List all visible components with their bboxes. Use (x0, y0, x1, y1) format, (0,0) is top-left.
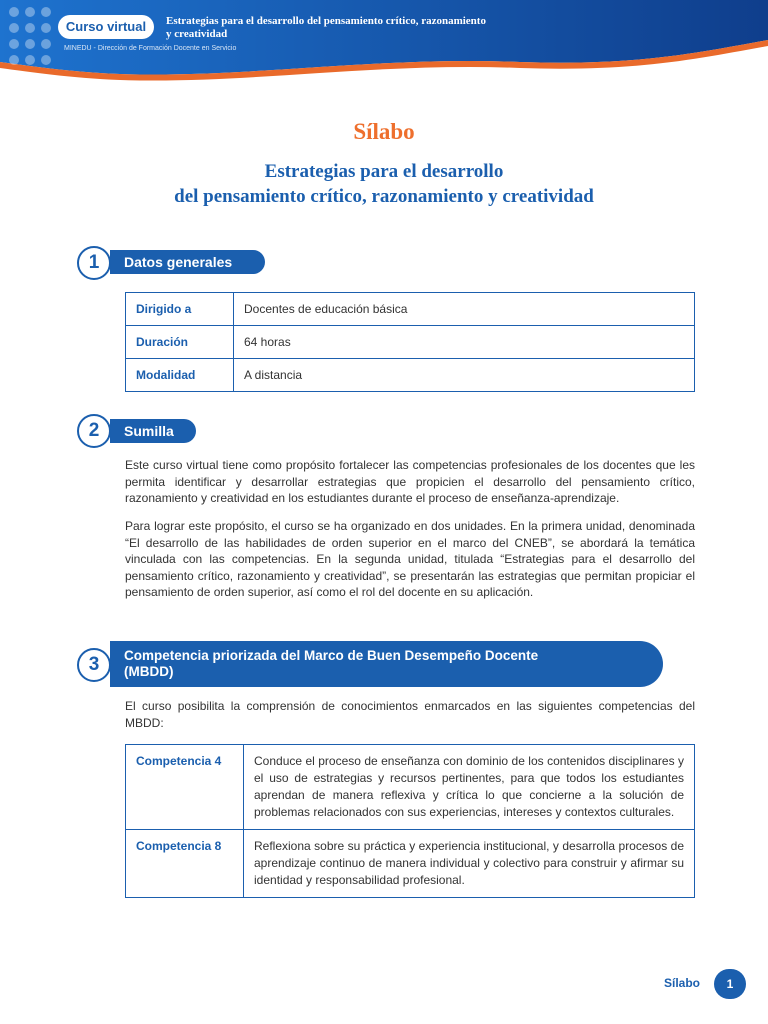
table-row (126, 830, 695, 898)
competency-label: Competencia 8 (126, 830, 244, 898)
header-wave-background (0, 0, 768, 82)
decorative-dots (6, 4, 54, 74)
competency-label: Competencia 4 (126, 745, 244, 830)
competency-description: Conduce el proceso de enseñanza con dominio de los contenidos disciplinares y el uso de estrategias y recursos pertinentes, para que todos los estudiantes aprendan de manera reflexiva y crítica lo que concierne a la solución de problemas relacionados con sus experiencias, intereses y contextos culturales. (244, 745, 695, 830)
course-title-line-1: Estrategias para el desarrollo del pensamiento crítico, razonamiento (166, 15, 486, 27)
document-subtitle (0, 159, 768, 209)
section-2-title: Sumilla (110, 419, 196, 443)
section-1-number: 1 (77, 246, 111, 280)
row-value: A distancia (234, 359, 695, 392)
footer-label: Sílabo (664, 976, 701, 990)
row-label: Modalidad (126, 359, 234, 392)
course-title (166, 15, 506, 41)
row-label: Dirigido a (126, 293, 234, 326)
summary-paragraph-1: Este curso virtual tiene como propósito fortalecer las competencias profesionales de los docentes que les permita identificar y desarrollar estrategias que propicien el desarrollo del pensamiento crítico, razonamiento y creatividad en los estudiantes durante el proceso de enseñanza-aprendizaje. (125, 458, 695, 505)
table-row (126, 293, 695, 326)
competency-description: Reflexiona sobre su práctica y experiencia institucional, y desarrolla procesos de aprendizaje continuo de manera individual y colectivo para construir y afirmar su identidad y responsabilidad profesional. (244, 830, 695, 898)
row-value: Docentes de educación básica (234, 293, 695, 326)
section-3-title (110, 641, 663, 687)
section-3-title-line-2: (MBDD) (124, 664, 174, 679)
section-1-title: Datos generales (110, 250, 265, 274)
competencies-intro: El curso posibilita la comprensión de conocimientos enmarcados en las siguientes competencias del MBDD: (125, 699, 695, 730)
table-row (126, 745, 695, 830)
page-number: 1 (714, 969, 746, 999)
course-type-badge: Curso virtual (58, 15, 154, 39)
row-value: 64 horas (234, 326, 695, 359)
table-row (126, 359, 695, 392)
subtitle-line-2: del pensamiento crítico, razonamiento y creatividad (174, 186, 594, 207)
institution-subheader: MINEDU - Dirección de Formación Docente en Servicio (64, 45, 237, 52)
header-banner (0, 0, 768, 82)
summary-paragraph-2: Para lograr este propósito, el curso se ha organizado en dos unidades. En la primera unidad, denominada “El desarrollo de las habilidades de orden superior en el marco del CNEB”, se abordará la temática vinculada con las competencias. En la segunda unidad, titulada “Estrategias para el desarrollo del pensamiento crítico, razonamiento y creatividad”, se presentarán las estrategias que permitan propiciar el pensamiento de orden superior, así como el rol del docente en su aplicación. (125, 519, 695, 599)
row-label: Duración (126, 326, 234, 359)
table-row (126, 326, 695, 359)
subtitle-line-1: Estrategias para el desarrollo (264, 161, 504, 182)
general-data-table (125, 292, 695, 392)
section-2-number: 2 (77, 414, 111, 448)
document-title: Sílabo (353, 119, 415, 144)
competencies-table (125, 744, 695, 898)
section-3-title-line-1: Competencia priorizada del Marco de Buen Desempeño Docente (124, 648, 539, 663)
course-title-line-2: y creatividad (166, 28, 228, 40)
section-3-number: 3 (77, 648, 111, 682)
